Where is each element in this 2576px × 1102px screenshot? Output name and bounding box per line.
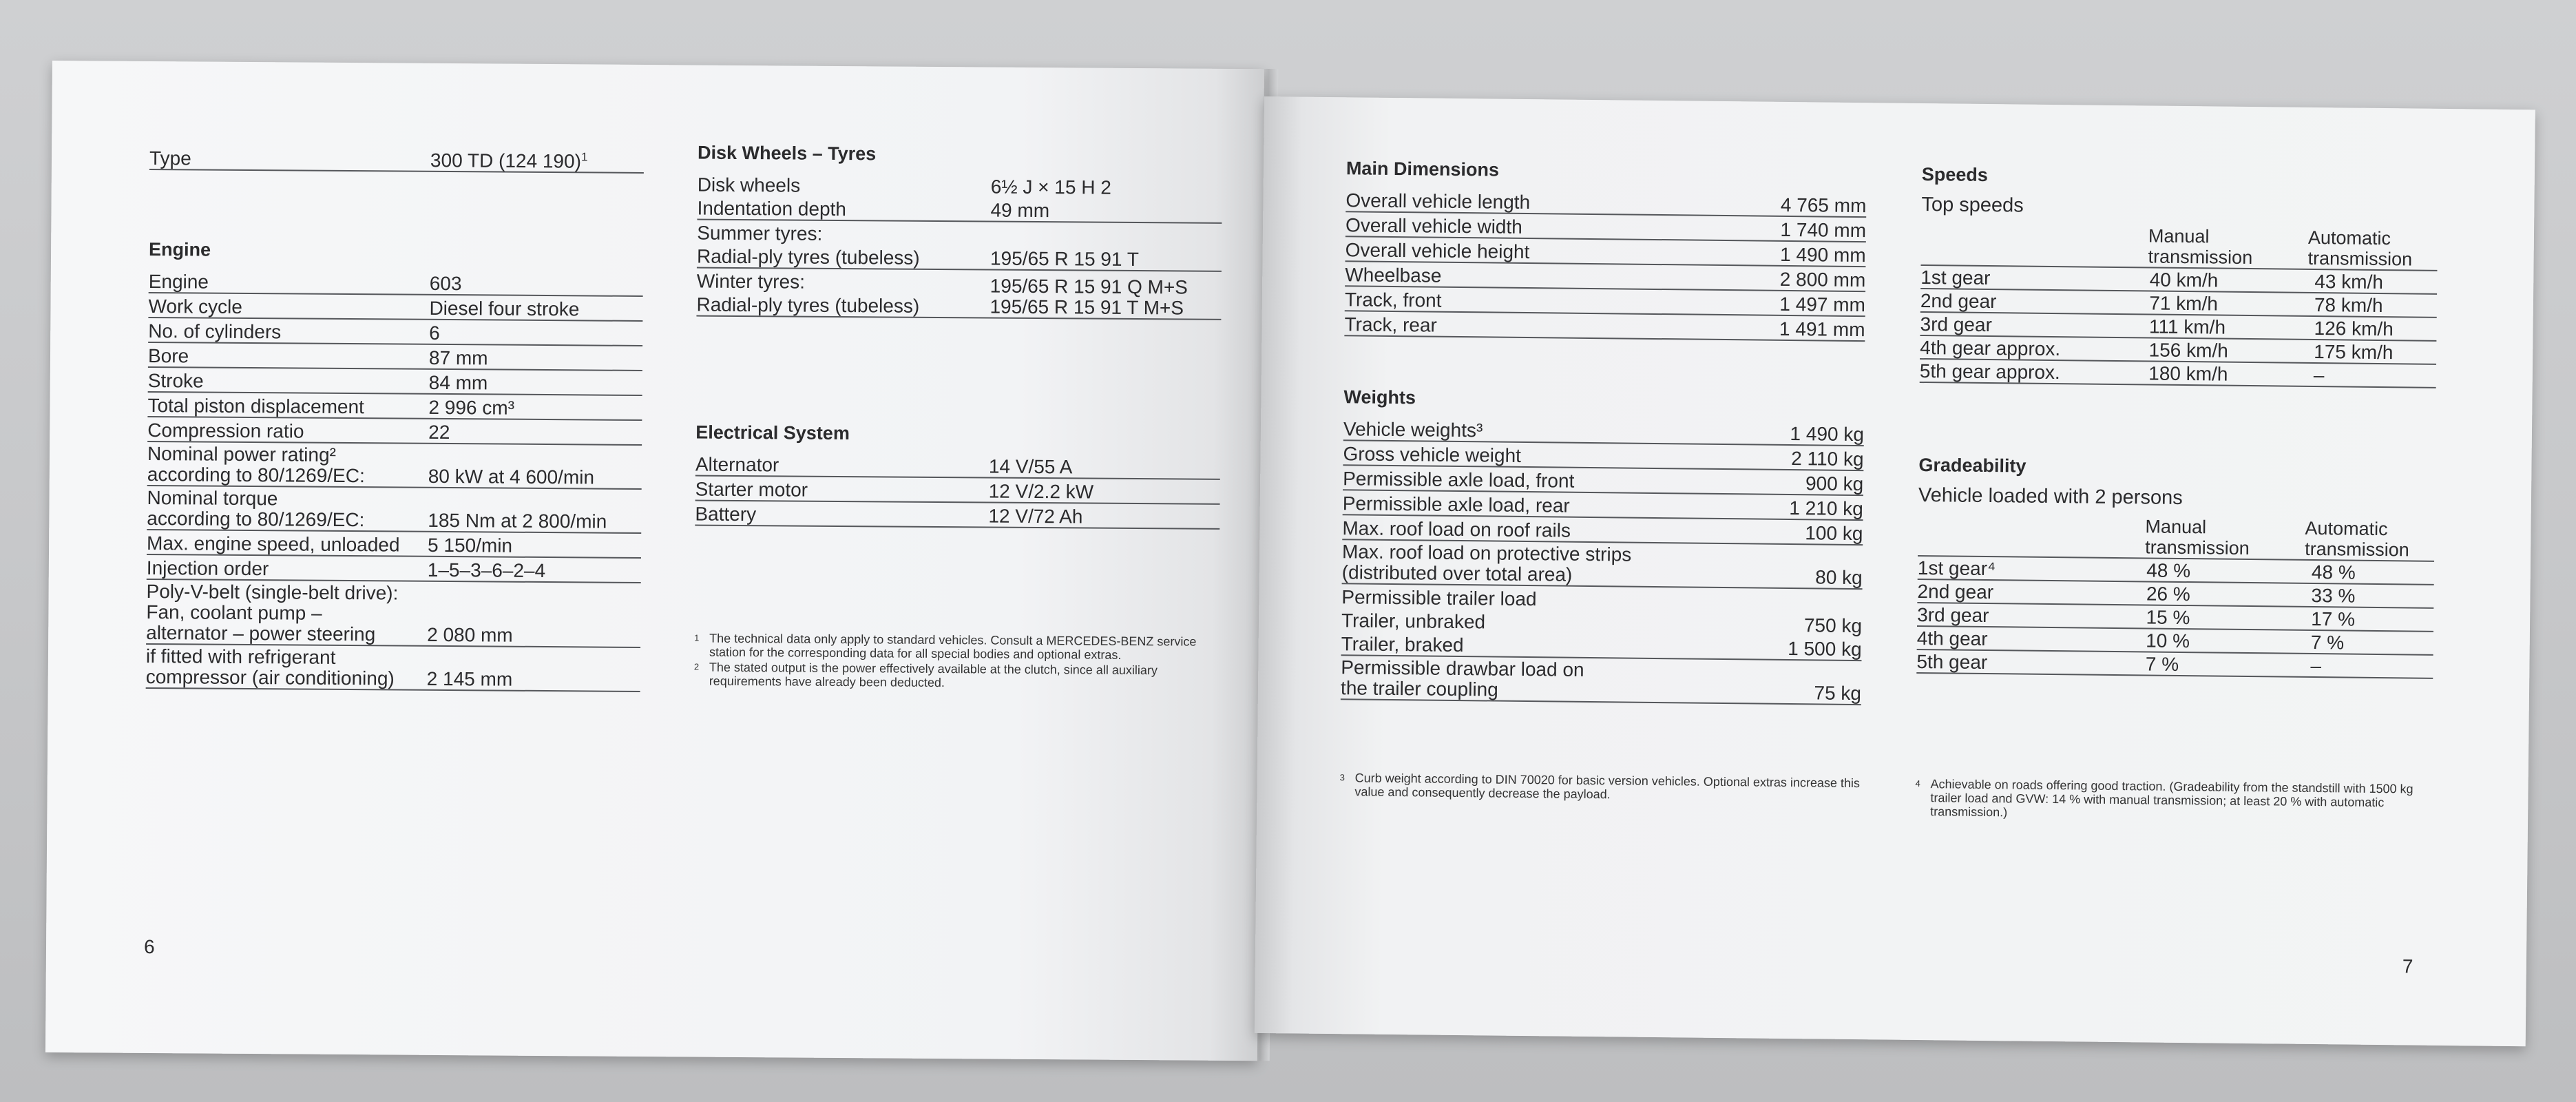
engine-row: [147, 530, 641, 559]
engine-row-value: Diesel four stroke: [429, 297, 580, 320]
engine-row: [146, 580, 641, 648]
weight-row-label: Vehicle weights³: [1343, 418, 1483, 441]
dimension-row-value: 1 497 mm: [1779, 293, 1866, 316]
speed-row-manual: 71 km/h: [2149, 292, 2219, 315]
speed-row-manual: 156 km/h: [2148, 339, 2228, 362]
type-value-text: 300 TD (124 190): [430, 149, 582, 172]
gradeability-row-label: 4th gear: [1916, 627, 1988, 650]
footnote-3-text: Curb weight according to DIN 70020 for basic version vehicles. Optional extras increase this value and consequently decrease the payload.: [1354, 771, 1861, 802]
type-label: Type: [149, 147, 191, 169]
gradeability-row-label: 2nd gear: [1917, 580, 1994, 603]
gradeability-row-manual: 7 %: [2145, 653, 2179, 675]
weight-row: [1341, 656, 1862, 705]
weight-row-value: 1 490 kg: [1790, 423, 1865, 446]
electrical-row: [695, 477, 1220, 505]
gradeability-col-automatic: Automatic transmission: [2305, 517, 2409, 561]
weight-row-value: 100 kg: [1805, 522, 1863, 545]
electrical-row: [695, 452, 1220, 480]
weight-row-value: 900 kg: [1805, 472, 1864, 495]
main-dimensions-table: [1344, 187, 1866, 342]
gradeability-heading: Gradeability: [1918, 454, 2027, 477]
gradeability-row-auto: 33 %: [2311, 584, 2356, 607]
type-section: [149, 145, 644, 174]
engine-row: [147, 442, 642, 490]
footnote-3: [1339, 771, 1860, 805]
speed-row-label: 3rd gear: [1920, 313, 1993, 336]
speed-row-auto: 175 km/h: [2314, 340, 2394, 364]
speed-row-manual: 180 km/h: [2148, 362, 2228, 385]
dimension-row-label: Track, rear: [1344, 313, 1438, 336]
dimension-row-label: Overall vehicle length: [1345, 189, 1531, 214]
speed-row-manual: 40 km/h: [2149, 269, 2219, 291]
engine-row-label: Engine: [148, 270, 209, 293]
speeds-subheading: Top speeds: [1921, 194, 2024, 217]
engine-table: [146, 269, 643, 692]
left-footnotes: [694, 632, 1219, 693]
footnote-4-row: [1915, 777, 2432, 824]
engine-row-label: Nominal torque according to 80/1269/EC:: [147, 486, 365, 531]
weight-row-value: 80 kg: [1815, 566, 1863, 589]
speed-row-auto: 43 km/h: [2314, 270, 2384, 293]
disk-wheels-row-value: 49 mm: [990, 199, 1050, 222]
weight-row: [1342, 540, 1863, 590]
engine-row-label: No. of cylinders: [148, 320, 282, 343]
gradeability-row-label: 5th gear: [1916, 650, 1988, 674]
gradeability-subheading: Vehicle loaded with 2 persons: [1918, 484, 2183, 509]
engine-row-value: 6: [429, 322, 440, 344]
speeds-heading: Speeds: [1921, 164, 1989, 186]
dimension-row-label: Track, front: [1344, 289, 1442, 311]
footnote-1: [694, 632, 1219, 663]
speed-row-label: 4th gear approx.: [1920, 336, 2061, 360]
speeds-col-automatic: Automatic transmission: [2307, 227, 2413, 270]
engine-section: [146, 239, 644, 692]
weight-row-value: 750 kg: [1803, 614, 1863, 637]
speed-row-auto: –: [2313, 364, 2325, 386]
engine-row: [147, 486, 641, 534]
engine-row-value: 22: [428, 421, 450, 444]
engine-row: [149, 269, 643, 297]
engine-row-value: 2 996 cm³: [428, 396, 515, 419]
footnote-4-mark: 4: [1915, 778, 1920, 789]
footnote-4-text: Achievable on roads offering good traction. (Gradeability from the standstill with 1500 kg trailer load and GVW: 14 % with manual transmission; at least 20 % with automatic transmission.): [1930, 777, 2413, 820]
footnote-2-text: The stated output is the power effectively available at the clutch, since all auxiliary requirements have already been deducted.: [709, 660, 1158, 690]
footnote-2: [694, 661, 1219, 692]
weight-row-label: Trailer, unbraked: [1341, 610, 1486, 633]
weight-row-label: Permissible axle load, rear: [1342, 492, 1570, 517]
gradeability-row-auto: 17 %: [2311, 607, 2356, 630]
weights-table: [1341, 416, 1864, 705]
electrical-section: [695, 422, 1220, 530]
engine-row-value: 185 Nm at 2 800/min: [428, 509, 607, 532]
engine-row-label: Injection order: [146, 557, 269, 580]
disk-wheels-row-value: 195/65 R 15 91 T: [989, 247, 1140, 271]
weight-row-value: 2 110 kg: [1791, 448, 1864, 470]
gradeability-row-auto: 48 %: [2311, 561, 2356, 583]
weights-heading: Weights: [1343, 386, 1416, 408]
engine-row: [148, 368, 642, 396]
electrical-row-label: Starter motor: [695, 478, 808, 501]
left-page: [45, 61, 1264, 1061]
speed-row-manual: 111 km/h: [2148, 315, 2226, 338]
disk-wheels-row: [697, 244, 1222, 272]
disk-wheels-section: [696, 143, 1222, 320]
page-number-right: 7: [2402, 955, 2413, 977]
disk-wheels-row: [697, 220, 1222, 247]
disk-wheels-row: [698, 172, 1222, 199]
speed-row-auto: 126 km/h: [2314, 317, 2394, 340]
engine-row-label: Bore: [147, 344, 189, 367]
main-dimensions-section: [1344, 158, 1867, 342]
footnote-4: [1915, 777, 2432, 825]
weight-row-value: 1 210 kg: [1789, 497, 1863, 520]
speeds-col-manual: Manual transmission: [2148, 225, 2253, 269]
speeds-table: [1920, 266, 2438, 388]
gradeability-row-label: 1st gear⁴: [1917, 557, 1996, 580]
footnote-1-text: The technical data only apply to standard vehicles. Consult a MERCEDES-BENZ service station for the corresponding data for all special bodies and optional extras.: [709, 631, 1197, 662]
disk-wheels-table: [696, 172, 1222, 320]
weight-row-label: Max. roof load on protective strips (distributed over total area): [1341, 541, 1632, 585]
speed-row: [1920, 360, 2436, 388]
dimension-row: [1344, 311, 1865, 342]
footnote-1-mark: 1: [694, 632, 700, 643]
electrical-row-value: 12 V/2.2 kW: [988, 480, 1094, 503]
weight-row-label: Permissible axle load, front: [1343, 468, 1575, 492]
dimension-row-value: 1 491 mm: [1779, 318, 1865, 341]
gradeability-header-spacer: [1918, 514, 2146, 557]
dimension-row-label: Overall vehicle height: [1345, 239, 1530, 263]
electrical-row: [695, 501, 1219, 530]
gradeability-col-manual: Manual transmission: [2145, 516, 2250, 559]
engine-row-value: 1–5–3–6–2–4: [427, 559, 546, 582]
main-dimensions-heading: Main Dimensions: [1345, 158, 1500, 180]
gradeability-row-auto: 7 %: [2310, 631, 2345, 654]
footnote-3-mark: 3: [1339, 772, 1345, 783]
engine-heading: Engine: [148, 238, 211, 260]
speeds-header-spacer: [1920, 223, 2148, 267]
engine-row: [147, 393, 642, 421]
engine-row-label: Nominal power rating² according to 80/1269/EC:: [147, 442, 365, 487]
engine-row-label: Work cycle: [148, 295, 243, 318]
right-page: [1255, 96, 2535, 1046]
gradeability-section: [1916, 455, 2435, 679]
engine-row-value: 603: [429, 272, 462, 295]
gradeability-row-auto: –: [2310, 654, 2322, 677]
type-footnote-mark: 1: [580, 150, 588, 164]
disk-wheels-row-label: Radial-ply tyres (tubeless): [696, 293, 920, 317]
engine-row: [147, 555, 641, 583]
disk-wheels-row-value: 195/65 R 15 91 Q M+S 195/65 R 15 91 T M+S: [989, 275, 1188, 319]
disk-wheels-row-label: Disk wheels: [697, 174, 801, 196]
speed-row-auto: 78 km/h: [2314, 293, 2383, 317]
weight-row-value: 75 kg: [1814, 682, 1862, 705]
weight-row-label: Gross vehicle weight: [1343, 443, 1522, 466]
weight-row-label: Permissible drawbar load on the trailer coupling: [1340, 656, 1584, 700]
weights-section: [1341, 386, 1865, 705]
engine-row-value: 84 mm: [428, 371, 488, 394]
weight-row-label: Permissible trailer load: [1341, 586, 1537, 610]
electrical-row-label: Alternator: [695, 453, 779, 476]
disk-wheels-row-label: Winter tyres:: [696, 270, 806, 293]
engine-row: [148, 293, 642, 322]
dimension-row-value: 2 800 mm: [1779, 268, 1866, 291]
engine-row-value: 87 mm: [428, 346, 488, 369]
speeds-header-row: [1920, 223, 2438, 271]
engine-row-label: Total piston displacement: [147, 394, 365, 418]
footnote-3-row: [1339, 771, 1860, 804]
gradeability-row-manual: 48 %: [2146, 559, 2191, 582]
gradeability-row-manual: 10 %: [2146, 630, 2190, 652]
engine-row-label: if fitted with refrigerant compressor (air conditioning): [145, 645, 395, 689]
engine-row-label: Stroke: [147, 369, 204, 392]
speed-row-label: 2nd gear: [1920, 289, 1997, 313]
gradeability-header-row: [1918, 514, 2435, 562]
dimension-row-label: Overall vehicle width: [1345, 214, 1522, 238]
disk-wheels-row-value: 6½ J × 15 H 2: [990, 176, 1111, 198]
engine-row: [148, 318, 642, 346]
speeds-section: [1920, 164, 2438, 388]
footnote-2-mark: 2: [693, 661, 700, 672]
engine-row-label: Max. engine speed, unloaded: [147, 532, 400, 556]
engine-row: [148, 343, 642, 371]
engine-row: [147, 417, 642, 446]
electrical-table: [695, 452, 1220, 530]
disk-wheels-row: [697, 196, 1222, 224]
engine-row-value: 2 080 mm: [427, 623, 513, 646]
gradeability-row-label: 3rd gear: [1917, 603, 1989, 627]
type-row: [149, 145, 644, 174]
dimension-row-value: 4 765 mm: [1780, 194, 1867, 217]
disk-wheels-heading: Disk Wheels – Tyres: [697, 142, 877, 165]
engine-row-value: 5 150/min: [427, 534, 513, 557]
gradeability-row-manual: 15 %: [2146, 606, 2190, 629]
electrical-heading: Electrical System: [695, 422, 850, 444]
dimension-row-value: 1 740 mm: [1780, 218, 1867, 242]
disk-wheels-row-label: Indentation depth: [697, 197, 847, 220]
speed-row-label: 5th gear approx.: [1919, 360, 2060, 384]
disk-wheels-row-label: Radial-ply tyres (tubeless): [696, 245, 920, 269]
engine-row-label: Compression ratio: [147, 419, 304, 442]
gradeability-row: [1916, 650, 2433, 679]
dimension-row-value: 1 490 mm: [1779, 243, 1866, 267]
dimension-row-label: Wheelbase: [1345, 264, 1442, 287]
engine-row-label: Poly-V-belt (single-belt drive): Fan, coolant pump – alternator – power steering: [146, 580, 399, 645]
engine-row-value: 80 kW at 4 600/min: [428, 465, 595, 488]
type-value: [430, 146, 588, 172]
weight-row-value: 1 500 kg: [1788, 638, 1862, 661]
page-number-left: 6: [143, 935, 155, 958]
electrical-row-value: 12 V/72 Ah: [988, 505, 1083, 528]
engine-row: [146, 645, 640, 692]
gradeability-row-manual: 26 %: [2146, 583, 2190, 605]
engine-row-value: 2 145 mm: [426, 667, 513, 690]
weight-row-label: Max. roof load on roof rails: [1342, 517, 1571, 541]
speed-row-label: 1st gear: [1920, 266, 1991, 289]
gradeability-table: [1916, 557, 2434, 679]
electrical-row-value: 14 V/55 A: [988, 455, 1073, 478]
disk-wheels-row-label: Summer tyres:: [697, 222, 823, 245]
weight-row-label: Trailer, braked: [1341, 633, 1464, 656]
electrical-row-label: Battery: [695, 503, 757, 526]
